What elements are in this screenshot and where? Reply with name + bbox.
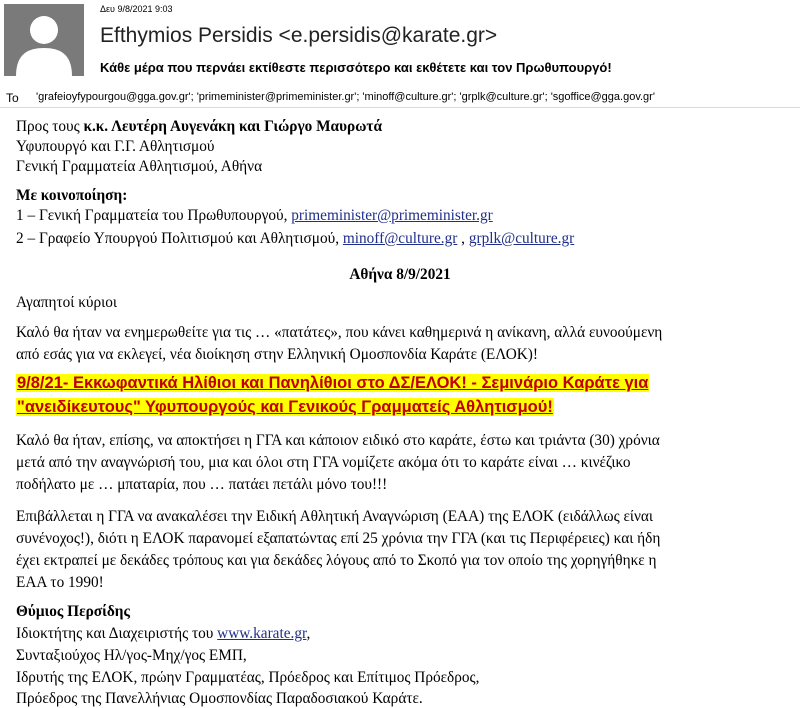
cc-line-1: [16, 207, 493, 225]
paragraph-3-line-4: ΕΑΑ το 1990!: [16, 574, 104, 591]
addressee-prefix: Προς τους: [16, 118, 84, 135]
paragraph-2-line-1: Καλό θα ήταν, επίσης, να αποκτήσει η ΓΓΑ και κάποιον ειδικό στο καράτε, έστω και τριάντα (30) χρόνια: [16, 432, 660, 449]
sender-avatar: [4, 4, 84, 76]
cc1-email-link[interactable]: primeminister@primeminister.gr: [291, 207, 493, 224]
cc2-separator: ,: [457, 230, 469, 247]
paragraph-3-line-2: συνένοχος!), διότι η ΕΛΟΚ παρανομεί εξαπατώντας επί 25 χρόνια την ΓΓΑ (και τις Περιφέρειες) και ήδη: [16, 530, 661, 547]
signature-line-2: Συνταξιούχος Ηλ/γος-Μηχ/γος ΕΜΠ,: [16, 647, 247, 664]
addressee-names: κ.κ. Λευτέρη Αυγενάκη και Γιώργο Μαυρωτά: [83, 118, 382, 135]
email-sender[interactable]: Efthymios Persidis <e.persidis@karate.gr>: [100, 24, 498, 47]
cc1-text: 1 – Γενική Γραμματεία του Πρωθυπουργού,: [16, 207, 292, 224]
cc-heading: Με κοινοποίηση:: [16, 187, 128, 204]
signature-line-1-text: Ιδιοκτήτης και Διαχειριστής του: [16, 625, 218, 642]
person-icon: [4, 4, 84, 76]
highlighted-link-1[interactable]: 9/8/21- Εκκωφαντικά Ηλίθιοι και Πανηλίθιοι στο ΔΣ/ΕΛΟΚ! - Σεμινάριο Καράτε για: [17, 374, 649, 392]
highlight-line-2[interactable]: [16, 398, 554, 417]
cc-line-2: [16, 230, 574, 248]
email-subject: Κάθε μέρα που περνάει εκτίθεστε περισσότερο και εκθέτετε και τον Πρωθυπουργό!: [100, 60, 612, 75]
to-recipients[interactable]: 'grafeioyfypourgou@gga.gov.gr'; 'primeminister@primeminister.gr'; 'minoff@culture.gr'; 'grplk@culture.gr'; 'sgoffice@gga.gov.gr': [36, 91, 655, 103]
addressee-line-1: [16, 118, 382, 136]
signature-name: Θύμιος Περσίδης: [16, 603, 130, 620]
signature-line-1-end: ,: [306, 625, 311, 642]
addressee-line-3: Γενική Γραμματεία Αθλητισμού, Αθήνα: [16, 158, 263, 175]
cc2-email-link-2[interactable]: grplk@culture.gr: [468, 230, 575, 247]
to-label: To: [6, 91, 19, 105]
paragraph-2-line-3: ποδήλατο με … μπαταρία, που … πατάει πετάλι μόνο του!!!: [16, 476, 388, 493]
addressee-line-2: Υφυπουργό και Γ.Γ. Αθλητισμού: [16, 138, 215, 155]
signature-line-1: [16, 625, 310, 643]
paragraph-1-line-1: Καλό θα ήταν να ενημερωθείτε για τις … «πατάτες», που κάνει καθημερινά η ανίκανη, αλλά ευνοούμενη: [16, 324, 663, 341]
paragraph-3-line-1: Επιβάλλεται η ΓΓΑ να ανακαλέσει την Ειδική Αθλητική Αναγνώριση (ΕΑΑ) της ΕΛΟΚ (ειδάλλως είναι: [16, 508, 654, 525]
cc2-email-link-1[interactable]: minoff@culture.gr: [342, 230, 458, 247]
place-date: Αθήνα 8/9/2021: [349, 266, 451, 283]
highlighted-link-2[interactable]: "ανειδίκευτους" Υφυπουργούς και Γενικούς Γραμματείς Αθλητισμού!: [17, 398, 553, 416]
cc2-text: 2 – Γραφείο Υπουργού Πολιτισμού και Αθλητισμού,: [16, 230, 343, 247]
header-divider: [0, 107, 800, 108]
signature-line-3: Ιδρυτής της ΕΛΟΚ, πρώην Γραμματέας, Πρόεδρος και Επίτιμος Πρόεδρος,: [16, 669, 480, 686]
paragraph-1-line-2: από εσάς για να εκλεγεί, νέα διοίκηση στην Ελληνική Ομοσπονδία Καράτε (ΕΛΟΚ)!: [16, 346, 538, 363]
highlight-line-1[interactable]: [16, 374, 649, 393]
website-link[interactable]: www.karate.gr: [217, 625, 307, 642]
paragraph-3-line-3: έχει εκτραπεί με δεκάδες τρόπους και για δεκάδες λόγους από το Σκοπό για τον οποίο της χορηγήθηκε η: [16, 552, 657, 569]
greeting: Αγαπητοί κύριοι: [16, 294, 118, 311]
paragraph-2-line-2: μετά από την αναγνώρισή του, μια και όλοι στη ΓΓΑ νομίζετε ακόμα ότι το καράτε είναι … κινέζικο: [16, 454, 631, 471]
signature-line-4: Πρόεδρος της Πανελλήνιας Ομοσπονδίας Παραδοσιακού Καράτε.: [16, 690, 423, 707]
email-date: Δευ 9/8/2021 9:03: [100, 4, 173, 14]
